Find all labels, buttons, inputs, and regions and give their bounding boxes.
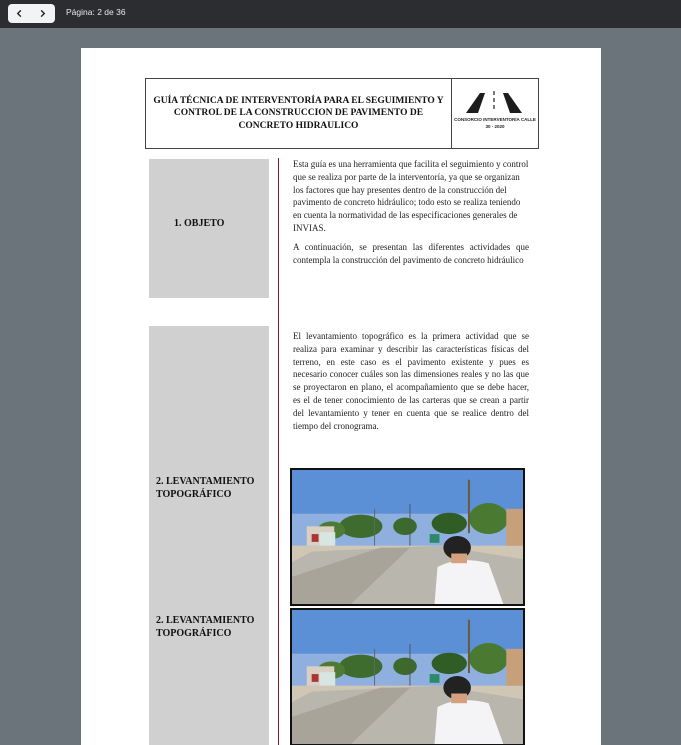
section-label-levantamiento: 2. LEVANTAMIENTO TOPOGRÁFICO (156, 476, 255, 500)
page-nav-group (8, 4, 55, 23)
street-survey-photo (290, 468, 525, 606)
viewer-toolbar (0, 0, 681, 28)
logo-text: CONSORCIO INTERVENTORÍA CALLE 30 - 2020 (454, 117, 536, 129)
section-divider (278, 158, 279, 745)
section-label-cell (149, 326, 269, 745)
document-title: GUÍA TÉCNICA DE INTERVENTORÍA PARA EL SEGUIMIENTO Y CONTROL DE LA CONSTRUCCION DE PAVIMENTO DE CONCRETO HIDRAULICO (146, 79, 452, 148)
street-survey-photo-2 (290, 608, 525, 745)
levantamiento-paragraph: El levantamiento topográfico es la primera actividad que se realiza para examinar y describir las características físicas del terreno, en este caso es el pavimento existente y pues es necesario conocer cuáles son las dimensiones reales y no las que se proyectaron en plano, el acompañamiento que se debe hacer, es el de tener conocimiento de las carteras que se crean a partir del levantamiento y tener en cuenta que se realice dentro del tiempo del cronograma. (293, 331, 529, 431)
road-logo-icon (458, 87, 530, 115)
chevron-left-icon (15, 9, 24, 18)
consortium-logo (452, 79, 538, 148)
page-indicator: Página: 2 de 36 (66, 7, 126, 17)
section-label-objeto: 1. OBJETO (174, 218, 225, 229)
section-label-levantamiento-2: 2. LEVANTAMIENTO TOPOGRÁFICO (156, 615, 255, 639)
document-page (81, 48, 601, 745)
next-page-button[interactable] (31, 4, 54, 23)
objeto-paragraph-1: Esta guía es una herramienta que facilita el seguimiento y control que se realiza por parte de la interventoría, ya que se organizan los factores que hay presentes dentro de la construcción del pavimento de concreto hidráulico; todo esto se realiza teniendo en cuenta la normatividad de las especificaciones generales de INVIAS. (293, 159, 529, 233)
objeto-paragraph-2: A continuación, se presentan las diferentes actividades que contempla la construcción del pavimento de concreto hidráulico (293, 242, 529, 265)
prev-page-button[interactable] (8, 4, 31, 23)
document-header (145, 78, 539, 149)
chevron-right-icon (38, 9, 47, 18)
